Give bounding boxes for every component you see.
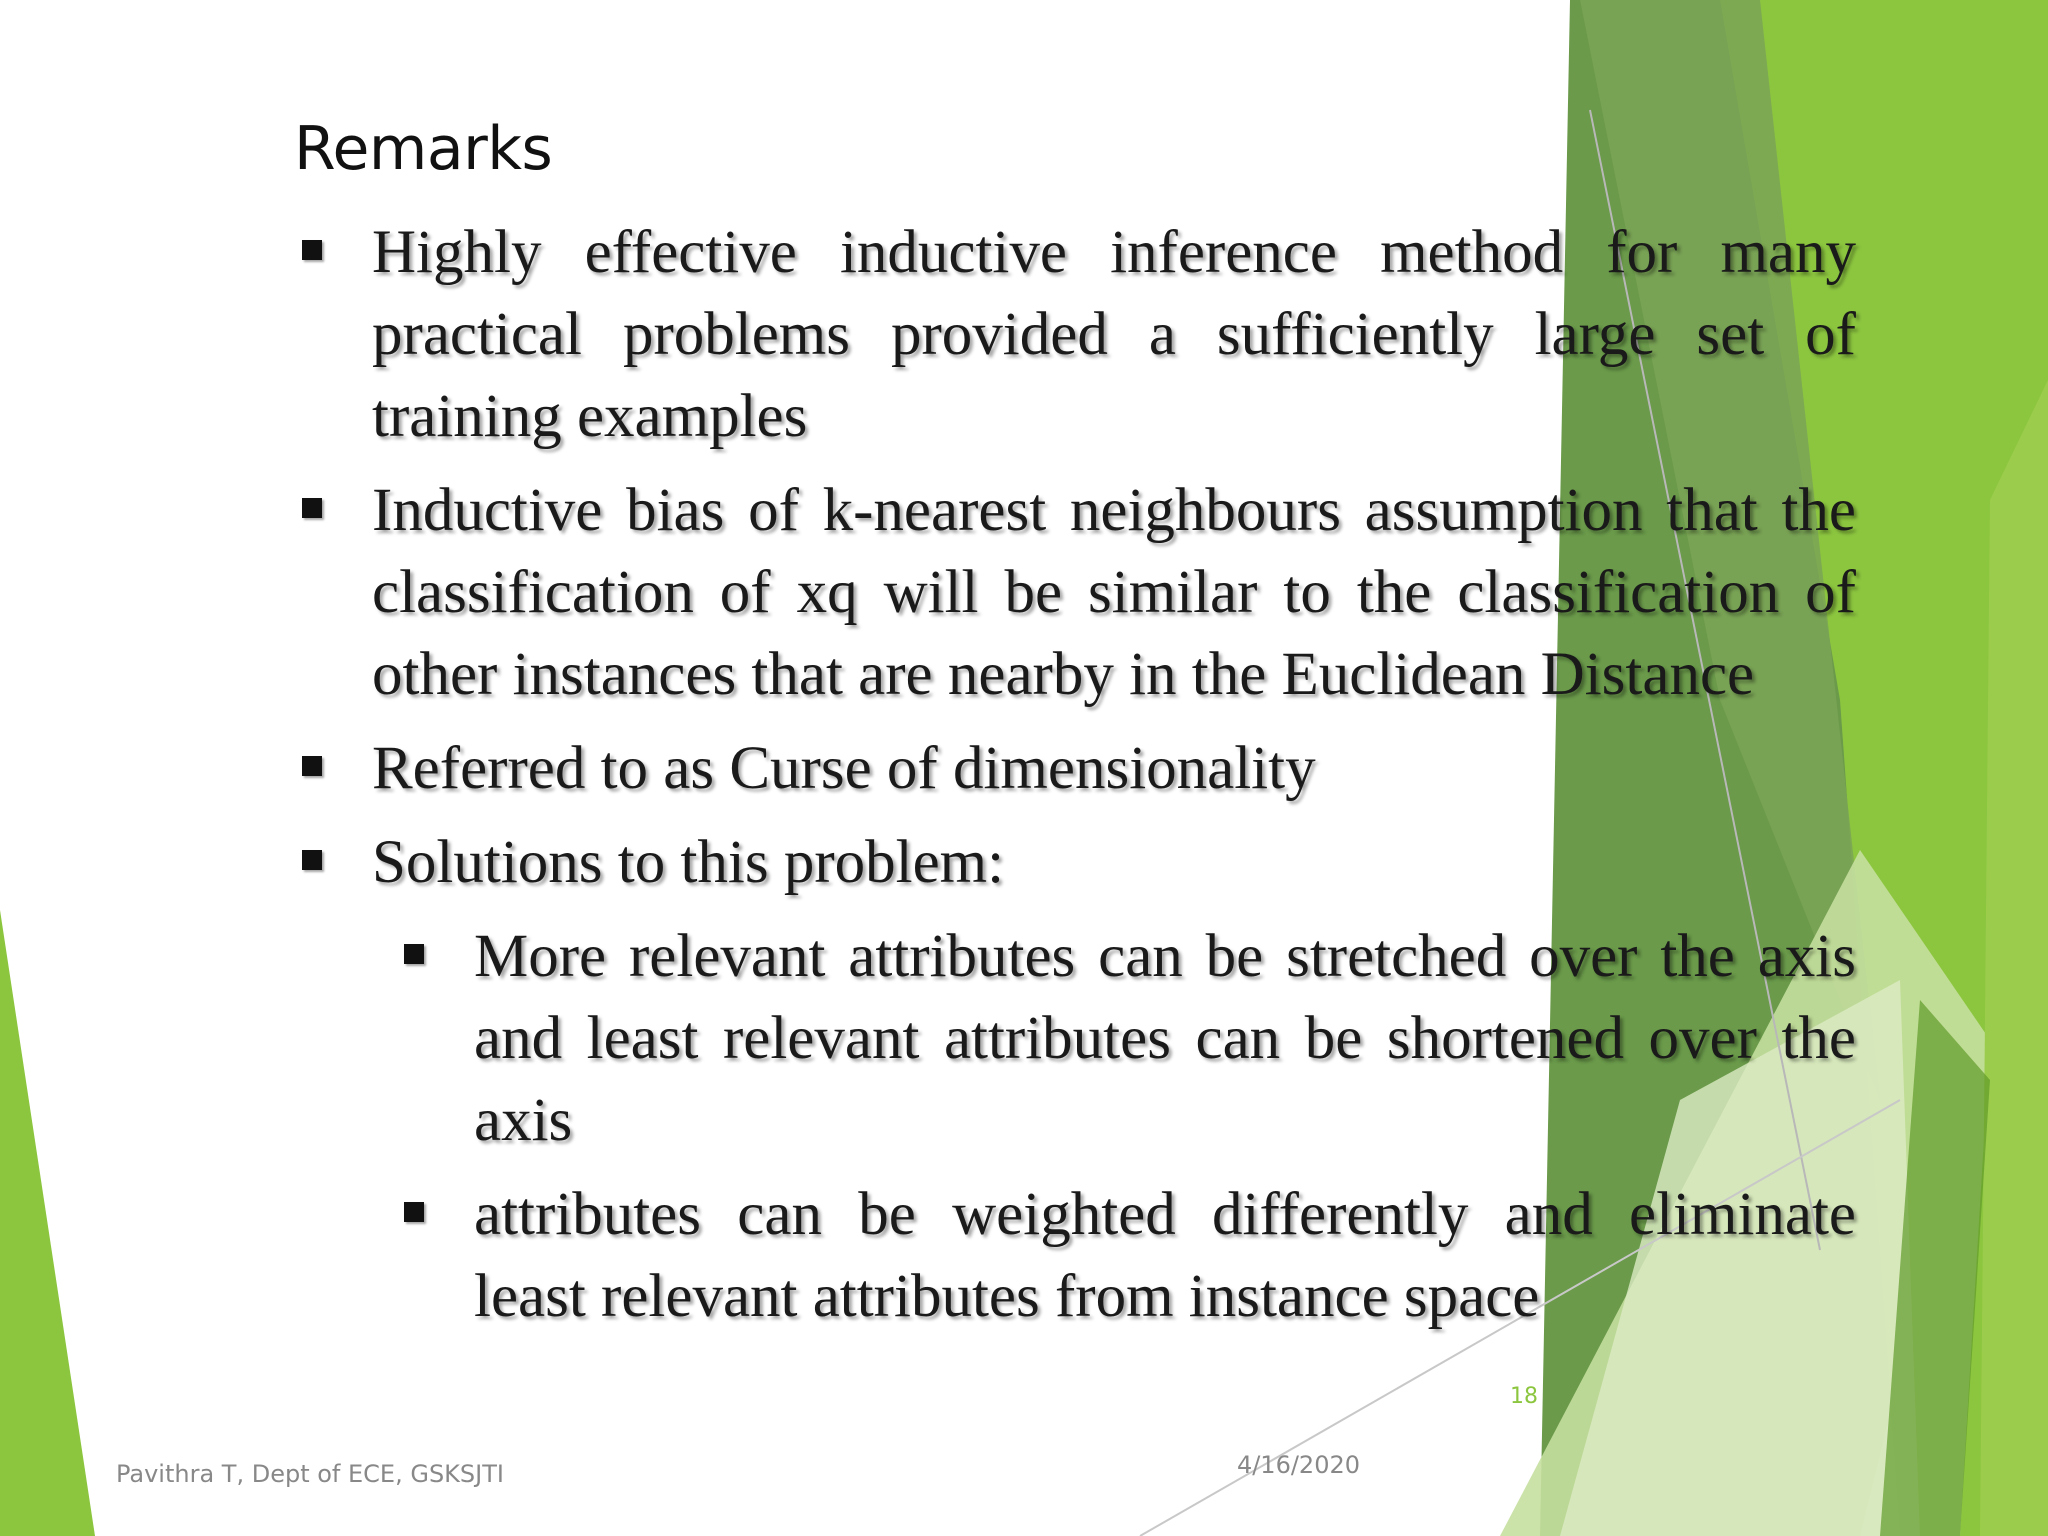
slide-number: 18 (1510, 1384, 1538, 1409)
square-bullet-icon (302, 498, 322, 518)
square-bullet-icon (404, 1202, 424, 1222)
slide-title: Remarks (294, 114, 553, 184)
square-bullet-icon (302, 756, 322, 776)
bullet-item (294, 212, 1856, 458)
bg-facet-bright (1980, 380, 2048, 1536)
bullet-text: Referred to as Curse of dimensionality (372, 735, 1316, 802)
bullet-text: Highly effective inductive inference method for many practical problems provided a sufficiently large set of training examples (372, 219, 1856, 450)
bullet-text: Inductive bias of k-nearest neighbours assumption that the classification of xq will be similar to the classification of other instances that are nearby in the Euclidean Distance (372, 477, 1856, 708)
bullet-text: Solutions to this problem: (372, 829, 1005, 896)
bullet-item (294, 822, 1856, 904)
square-bullet-icon (404, 944, 424, 964)
footer-date: 4/16/2020 (1236, 1451, 1360, 1479)
footer-author: Pavithra T, Dept of ECE, GSKSJTI (116, 1460, 504, 1488)
bullet-list (294, 212, 1856, 1350)
sub-bullet-text: attributes can be weighted differently and eliminate least relevant attributes from instance space (474, 1181, 1856, 1330)
bg-left-sliver (0, 910, 95, 1536)
sub-bullet-item (294, 916, 1856, 1162)
sub-bullet-item (294, 1174, 1856, 1338)
square-bullet-icon (302, 850, 322, 870)
bullet-item (294, 728, 1856, 810)
sub-bullet-text: More relevant attributes can be stretched over the axis and least relevant attributes can be shortened over the axis (474, 923, 1856, 1154)
square-bullet-icon (302, 240, 322, 260)
bullet-item (294, 470, 1856, 716)
